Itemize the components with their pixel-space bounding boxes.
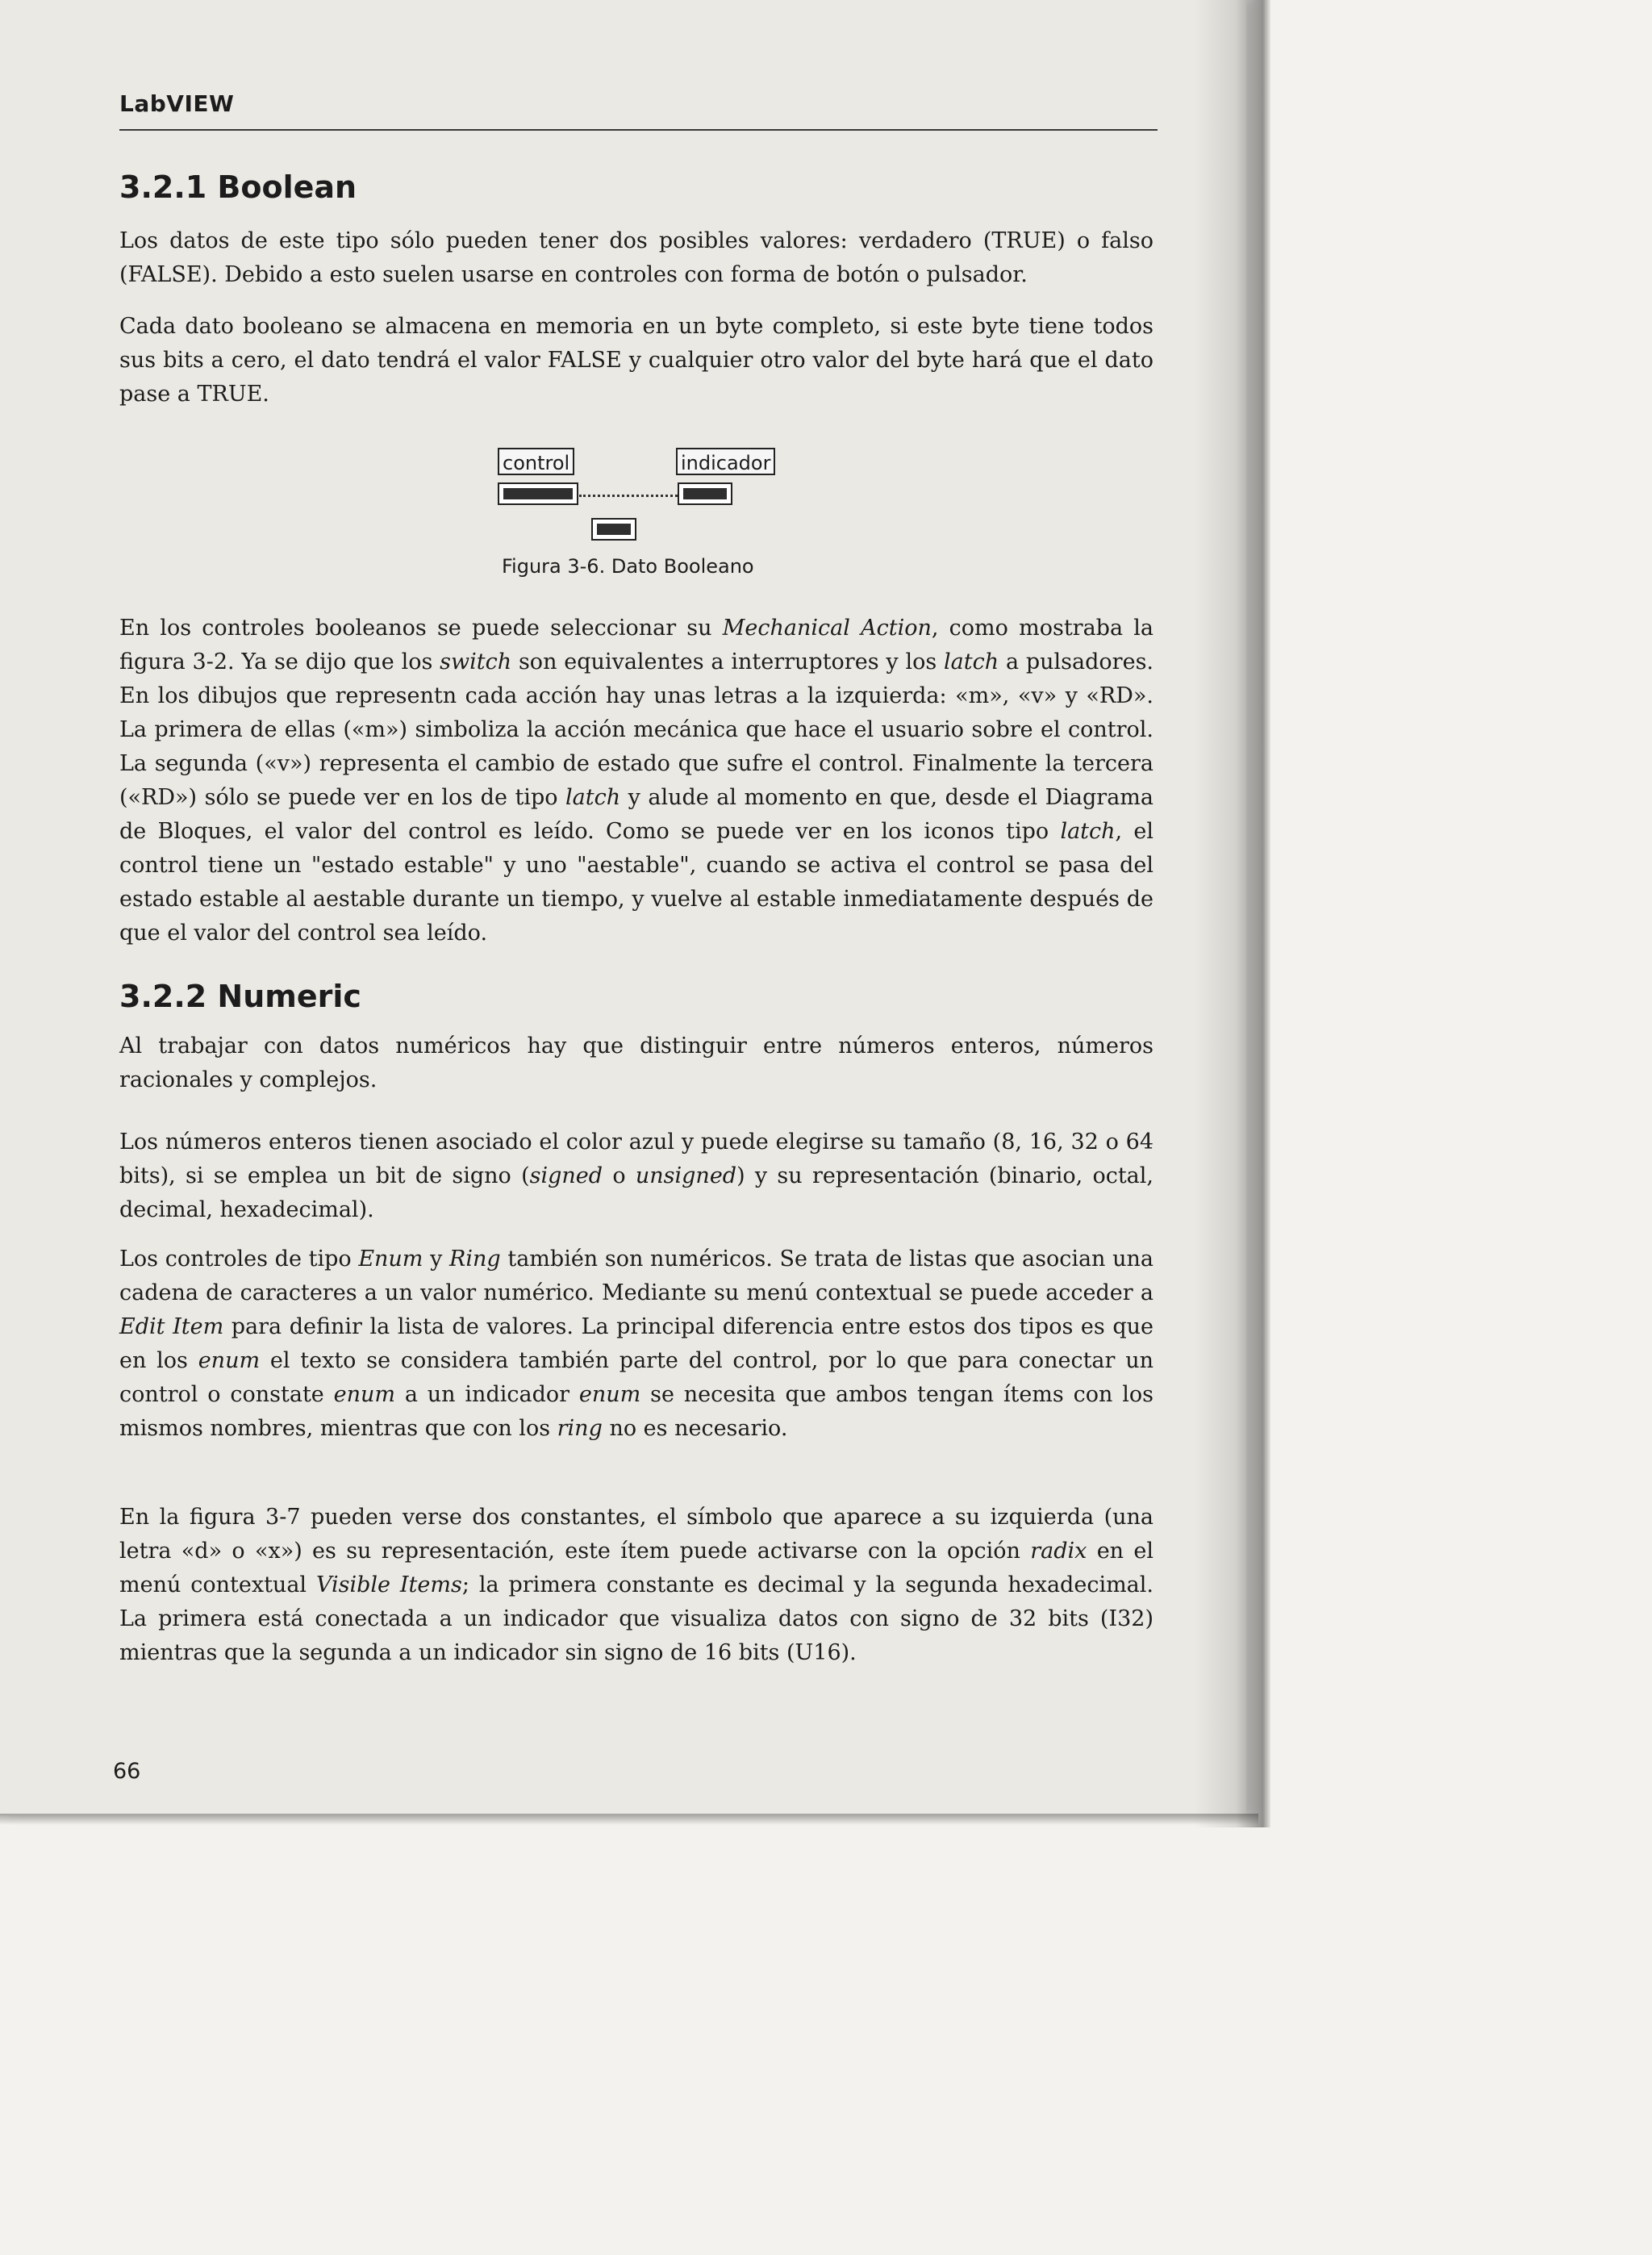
header-rule — [119, 129, 1158, 131]
control-label: control — [498, 448, 574, 475]
numeric-paragraph-2: Los números enteros tienen asociado el color azul y puede elegirse su tamaño (8, 16, 32 o 64 bits), si se emplea un bit de signo (signed o unsigned) y su representación (binario, octal, decimal, hexadecimal). — [119, 1130, 1153, 1222]
page-bottom-edge — [0, 1814, 1258, 1825]
boolean-paragraph-1: Los datos de este tipo sólo pueden tener dos posibles valores: verdadero (TRUE) o falso (FALSE). Debido a esto suelen usarse en controles con forma de botón o pulsador. — [119, 228, 1153, 287]
mechanical-action-paragraph: En los controles booleanos se puede seleccionar su Mechanical Action, como mostraba la figura 3-2. Ya se dijo que los switch son equivalentes a interruptores y los latch a pulsadores. En los dibujos que representn cada acción hay unas letras a la izquierda: «m», «v» y «RD». La primera de ellas («m») simboliza la acción mecánica que hace el usuario sobre el control. La segunda («v») representa el cambio de estado que sufre el control. Finalmente la tercera («RD») sólo se puede ver en los de tipo latch y alude al momento en que, desde el Diagrama de Bloques, el valor del control es leído. Como se puede ver en los iconos tipo latch, el control tiene un "estado estable" y uno "aestable", cuando se activa el control se pasa del estado estable al aestable durante un tiempo, y vuelve al estable inmediatamente después de que el valor del control sea leído. — [119, 616, 1154, 946]
indicator-terminal-icon — [678, 482, 732, 505]
numeric-paragraph-1: Al trabajar con datos numéricos hay que distinguir entre números enteros, números racionales y complejos. — [119, 1034, 1153, 1092]
control-terminal-icon — [498, 482, 578, 505]
section-title-boolean: 3.2.1 Boolean — [119, 169, 357, 205]
page-binding-shadow — [1194, 0, 1270, 1827]
boolean-paragraph-2: Cada dato booleano se almacena en memoria en un byte completo, si este byte tiene todos sus bits a cero, el dato tendrá el valor FALSE y cualquier otro valor del byte hará que el dato pase a TRUE. — [119, 314, 1153, 407]
indicator-label: indicador — [676, 448, 775, 475]
page-number: 66 — [113, 1759, 141, 1784]
running-head: LabVIEW — [119, 90, 235, 117]
boolean-constant-icon — [591, 518, 636, 541]
figure-caption: Figura 3-6. Dato Booleano — [502, 555, 754, 578]
numeric-paragraph-4: En la figura 3-7 pueden verse dos constantes, el símbolo que aparece a su izquierda (una letra «d» o «x») es su representación, este ítem puede activarse con la opción radix en el menú contextual Visible Items; la primera constante es decimal y la segunda hexadecimal. La primera está conectada a un indicador que visualiza datos con signo de 32 bits (I32) mientras que la segunda a un indicador sin signo de 16 bits (U16). — [119, 1505, 1153, 1665]
numeric-paragraph-3: Los controles de tipo Enum y Ring también son numéricos. Se trata de listas que asocian una cadena de caracteres a un valor numérico. Mediante su menú contextual se puede acceder a Edit Item para definir la lista de valores. La principal diferencia entre estos dos tipos es que en los enum el texto se considera también parte del control, por lo que para conectar un control o constate enum a un indicador enum se necesita que ambos tengan ítems con los mismos nombres, mientras que con los ring no es necesario. — [119, 1247, 1154, 1441]
section-title-numeric: 3.2.2 Numeric — [119, 979, 361, 1014]
boolean-wire — [579, 495, 678, 497]
